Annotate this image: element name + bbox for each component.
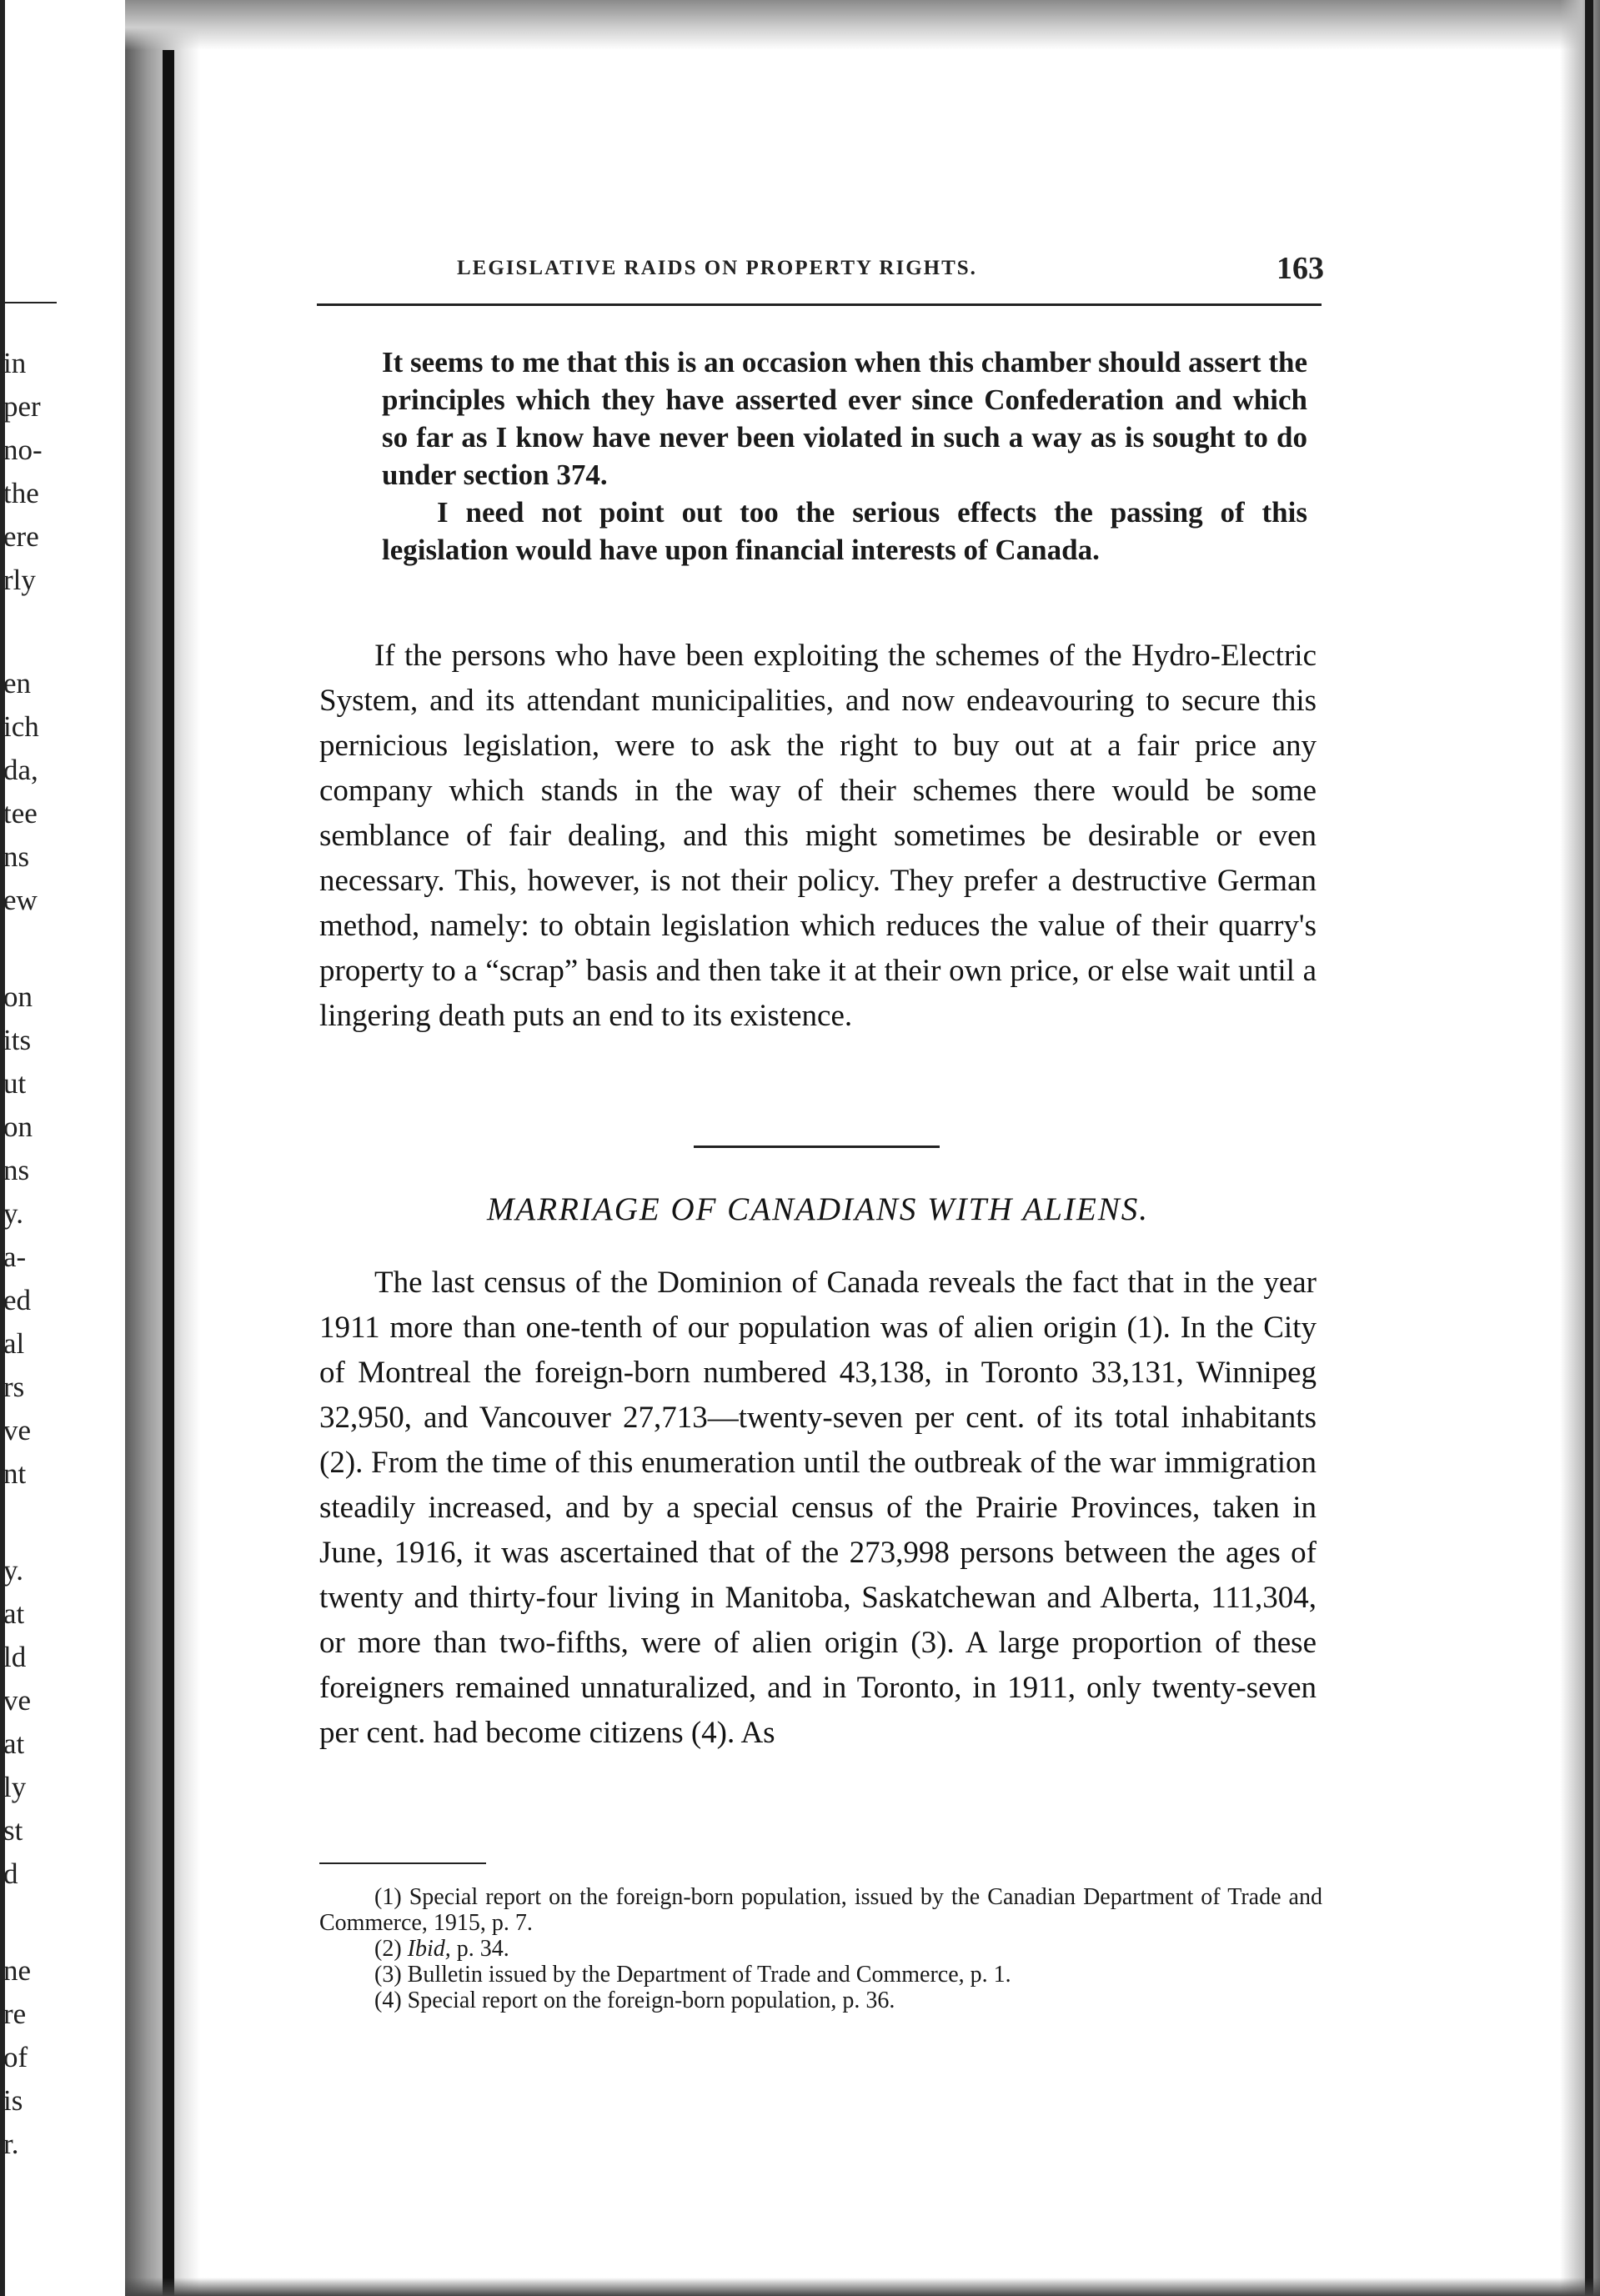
left-fragment: ed xyxy=(3,1284,32,1316)
section-divider xyxy=(694,1145,940,1148)
page-number: 163 xyxy=(1276,251,1324,286)
right-edge-shadow xyxy=(1560,0,1600,2296)
left-fragment: a- xyxy=(3,1241,27,1273)
left-fragment: its xyxy=(3,1024,32,1056)
left-fragment: at xyxy=(3,1727,25,1760)
left-fragment: is xyxy=(3,2084,23,2117)
left-fragment: rly xyxy=(3,564,36,596)
left-fragment: ich xyxy=(3,710,39,743)
left-fragment: d xyxy=(3,1857,18,1890)
body-paragraph-1 xyxy=(319,634,1317,1039)
footnotes xyxy=(319,1884,1322,2013)
running-head-title: LEGISLATIVE RAIDS ON PROPERTY RIGHTS. xyxy=(457,257,977,279)
left-fragment: rs xyxy=(3,1371,25,1403)
left-fragment: y. xyxy=(3,1554,23,1587)
left-fragment: en xyxy=(3,667,32,699)
footnote-1: (1) Special report on the foreign-born population, issued by the Canadian Department of Trade and Commerce, 1915, p. 7. xyxy=(319,1884,1322,1936)
left-fragment: r. xyxy=(3,2128,19,2160)
footnote-4: (4) Special report on the foreign-born population, p. 36. xyxy=(374,1988,895,2013)
left-fragment: ne xyxy=(3,1954,32,1987)
left-fragment: in xyxy=(3,347,27,379)
quote-paragraph-2: I need not point out too the serious effects the passing of this legislation would have upon financial interests of Canada. xyxy=(382,496,1307,566)
left-fragment: at xyxy=(3,1597,25,1630)
left-fragment: ve xyxy=(3,1414,32,1446)
left-fragment: no- xyxy=(3,434,43,466)
left-fragment: al xyxy=(3,1327,25,1360)
running-head xyxy=(457,250,1324,292)
left-fragment: ld xyxy=(3,1641,27,1673)
left-fragment: on xyxy=(3,980,33,1013)
left-fragment: per xyxy=(3,390,41,423)
bottom-edge-shadow xyxy=(125,2278,1600,2296)
left-fragment: ew xyxy=(3,884,38,916)
left-fragment: nt xyxy=(3,1457,27,1490)
left-fragment: tee xyxy=(3,797,38,830)
right-edge-bar xyxy=(1585,0,1593,2296)
left-fragment: y. xyxy=(3,1197,23,1230)
left-fragment: re xyxy=(3,1998,27,2030)
left-fragment: on xyxy=(3,1110,33,1143)
left-fragment: da, xyxy=(3,754,38,786)
left-fragment: ns xyxy=(3,1154,30,1186)
footnote-2-mark: (2) xyxy=(374,1936,402,1962)
left-fragment: ere xyxy=(3,520,39,553)
footnote-2 xyxy=(319,1936,1322,1962)
quote-paragraph-1: It seems to me that this is an occasion when this chamber should assert the principles which they have asserted ever since Confederation and which so far as I know have never been violated in such a way as is sought to do under section 374. xyxy=(382,346,1307,491)
left-fragment: st xyxy=(3,1814,23,1847)
left-fragment: ns xyxy=(3,840,30,873)
paragraph-text: The last census of the Dominion of Canada reveals the fact that in the year 1911 more than one-tenth of our population was of alien origin (1). In the City of Montreal the foreign-born numbered 43,138, in Toronto 33,131, Winnipeg 32,950, and Vancouver 27,713—twenty-seven per cent. of its total inhabitants (2). From the time of this enumeration until the outbreak of the war immigration steadily increased, and by a special census of the Prairie Provinces, taken in June, 1916, it was ascertained that of the 273,998 persons between the ages of twenty and thirty-four living in Manitoba, Saskatchewan and Alberta, 111,304, or more than two-fifths, were of alien origin (3). A large proportion of these foreigners remained unnaturalized, and in Toronto, in 1911, only twenty-seven per cent. had become citizens (4). As xyxy=(319,1266,1317,1750)
footnote-2-ibid: Ibid, xyxy=(407,1936,451,1962)
left-fragment: ut xyxy=(3,1067,27,1100)
body-paragraph-2 xyxy=(319,1261,1317,1756)
section-heading: MARRIAGE OF CANADIANS WITH ALIENS. xyxy=(486,1191,1150,1227)
footnote-2-text: p. 34. xyxy=(456,1936,509,1962)
left-fragment: of xyxy=(3,2041,28,2073)
left-page-fragments xyxy=(3,0,120,2296)
quoted-passage xyxy=(382,343,1307,569)
footnote-rule xyxy=(319,1862,486,1864)
binding-edge-line xyxy=(163,50,174,2296)
running-head-rule xyxy=(317,303,1322,306)
left-fragment: the xyxy=(3,477,39,509)
top-edge-shadow xyxy=(125,0,1600,50)
left-fragment: ly xyxy=(3,1771,27,1803)
footnote-3: (3) Bulletin issued by the Department of Trade and Commerce, p. 1. xyxy=(374,1962,1011,1988)
paragraph-text: If the persons who have been exploiting the schemes of the Hydro-Electric System, and its attendant municipalities, and now endeavouring to secure this pernicious legislation, were to ask the right to buy out at a fair price any company which stands in the way of their schemes there would be some semblance of fair dealing, and this might sometimes be desirable or even necessary. This, however, is not their policy. They prefer a destructive German method, namely: to obtain legislation which reduces the value of their quarry's property to a “scrap” basis and then take it at their own price, or else wait until a lingering death puts an end to its existence. xyxy=(319,639,1317,1033)
left-fragment: ve xyxy=(3,1684,32,1717)
